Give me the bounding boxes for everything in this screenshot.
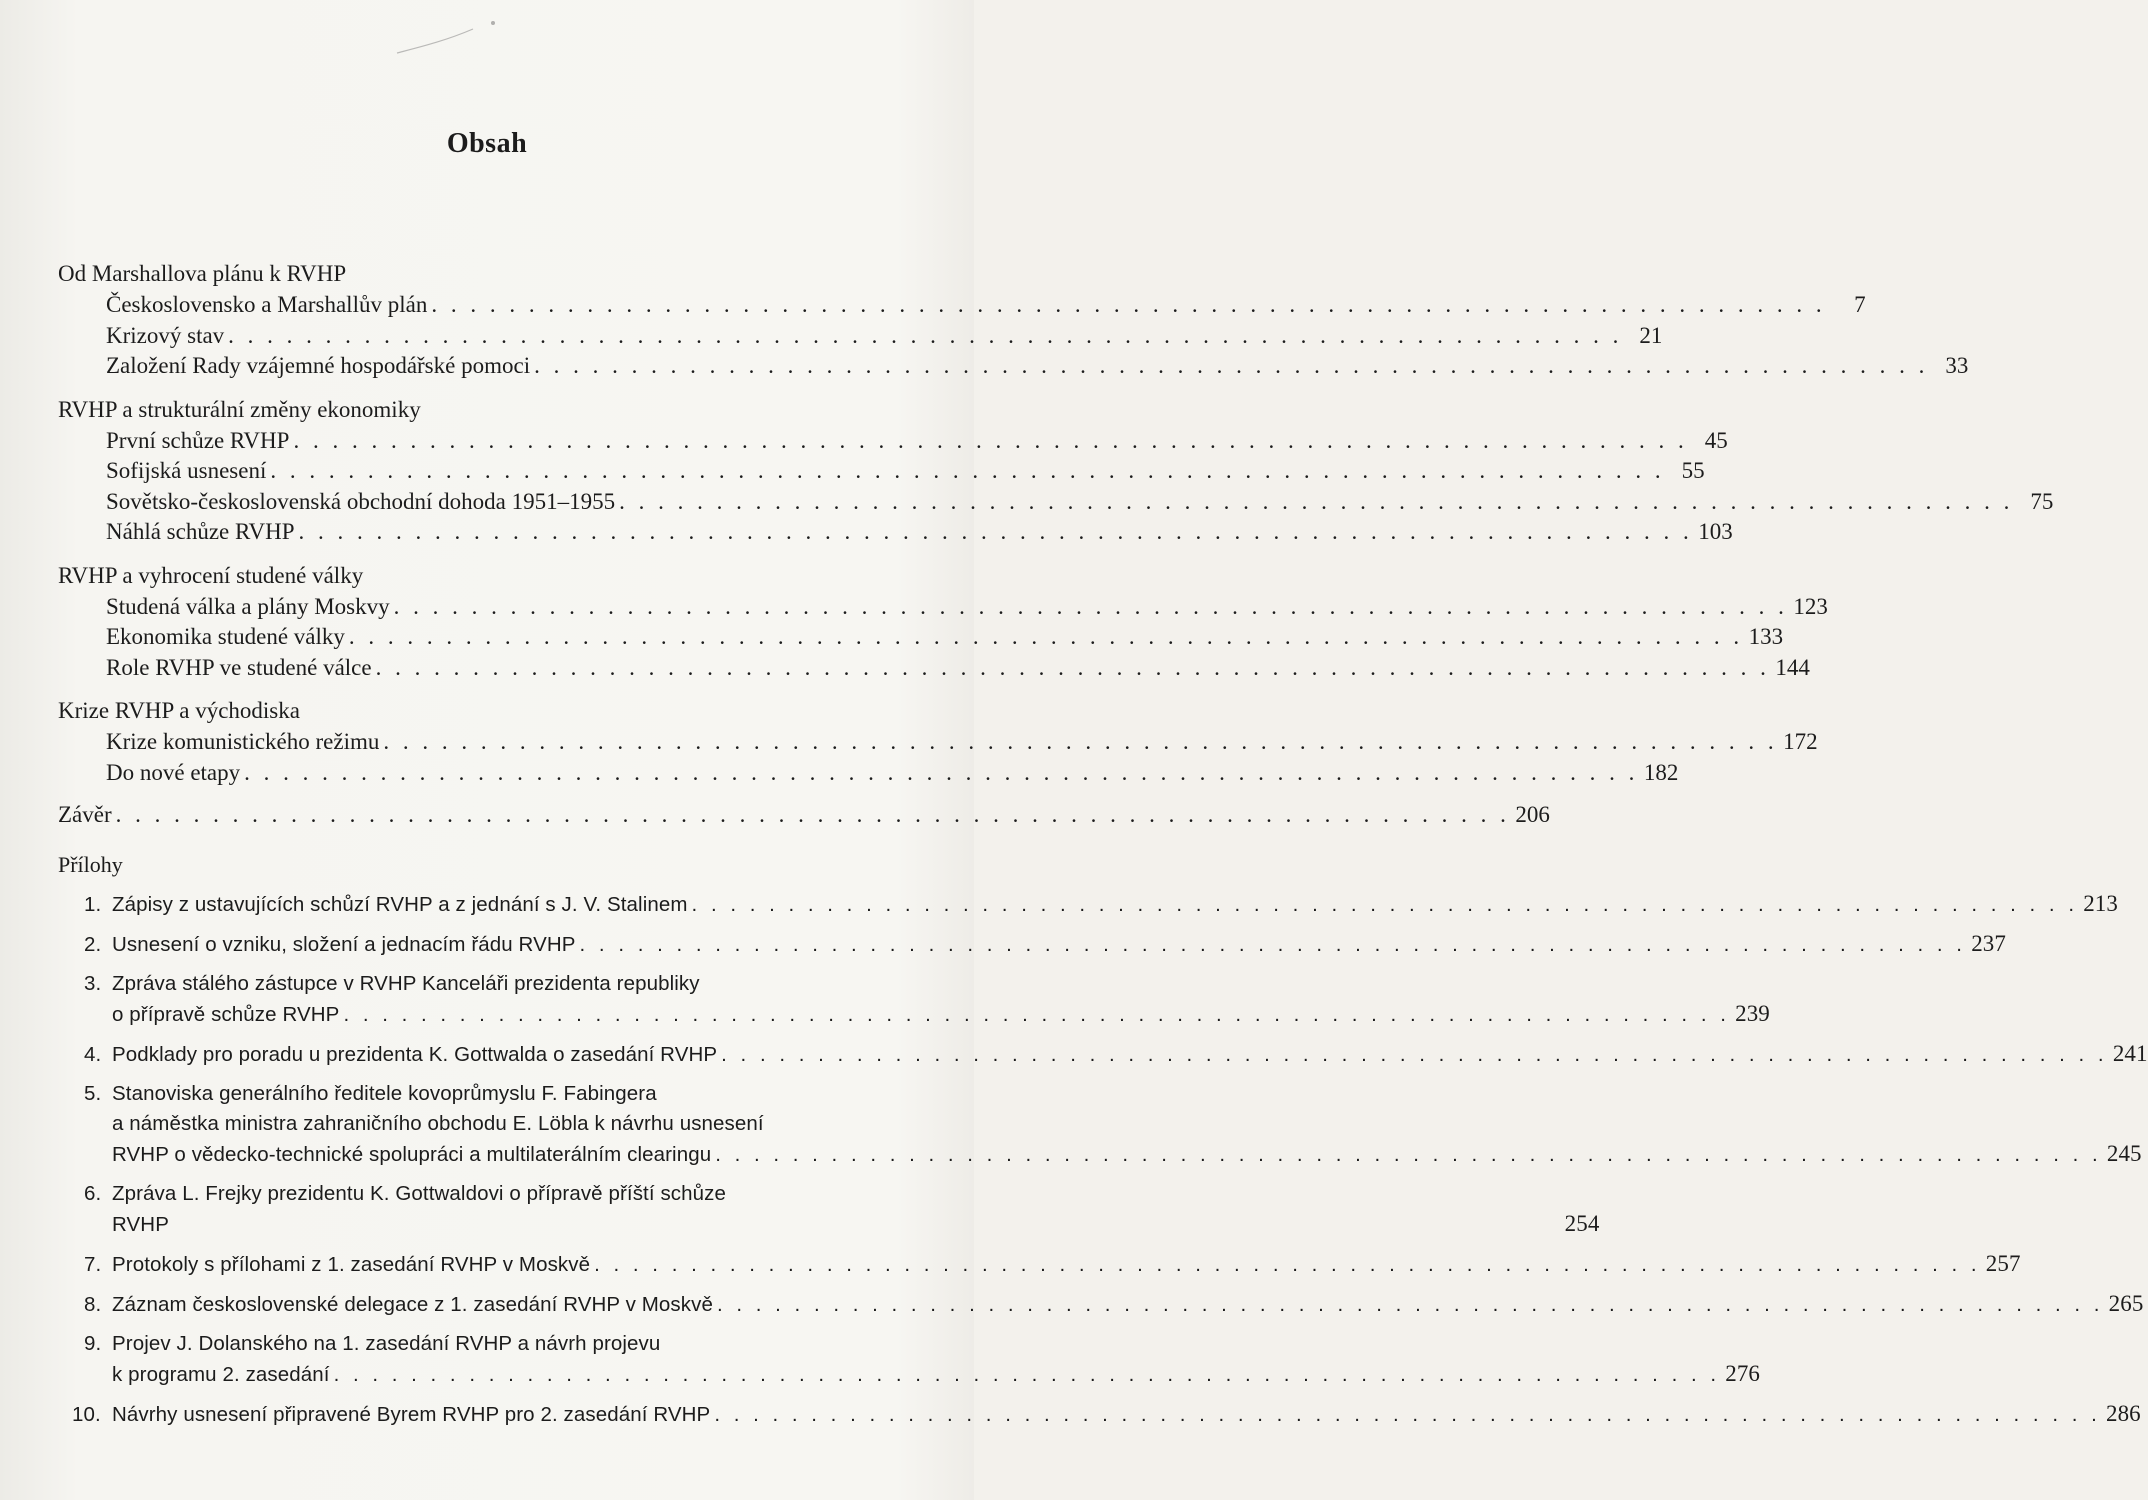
toc-entry[interactable]: Krizový stav . . . 21	[58, 321, 894, 352]
page-number: 241	[2112, 1041, 2148, 1066]
page-number: 45	[1704, 427, 1728, 453]
part-heading: Krize RVHP a východiska	[58, 698, 300, 723]
table-of-contents	[58, 258, 2148, 1430]
page-number: 21	[1639, 322, 1663, 348]
part-heading: RVHP a strukturální změny ekonomiky	[58, 396, 421, 422]
page-number: 276	[1725, 1361, 1761, 1386]
page-number: 123	[1793, 593, 1828, 619]
part-heading: Od Marshallova plánu k RVHP	[58, 261, 347, 286]
page-number: 103	[1698, 519, 1733, 544]
page-number: 245	[2106, 1141, 2142, 1166]
appendix-item[interactable]: 7. Protokoly s přílohami z 1. zasedání RVHP v Moskvě . . . 257	[58, 1249, 894, 1280]
appendix-item[interactable]: 10. Návrhy usnesení připravené Byrem RVHP pro 2. zasedání RVHP . . . 286	[58, 1399, 894, 1430]
part-heading: RVHP a vyhrocení studené války	[58, 562, 364, 588]
toc-entry[interactable]: Náhlá schůze RVHP . . . 103	[58, 517, 894, 548]
page-number: 33	[1945, 353, 1969, 378]
appendix-item[interactable]: 4. Podklady pro poradu u prezidenta K. Gottwalda o zasedání RVHP . . . 241	[58, 1039, 894, 1070]
appendix-item[interactable]: 3. Zpráva stálého zástupce v RVHP Kanceláři prezidenta republiky o přípravě schůze RVHP . . . 239	[58, 969, 894, 1030]
page-number: 286	[2105, 1401, 2141, 1426]
appendix-item[interactable]: 9. Projev J. Dolanského na 1. zasedání RVHP a návrh projevu k programu 2. zasedání . . . 276	[58, 1329, 894, 1390]
page-title: Obsah	[446, 128, 528, 159]
toc-entry[interactable]: První schůze RVHP . . . 45	[58, 426, 894, 457]
appendix-item[interactable]: 6. Zpráva L. Frejky prezidentu K. Gottwaldovi o přípravě příští schůze RVHP 254	[58, 1179, 894, 1240]
page-number: 7	[1854, 292, 1866, 317]
page-number: 239	[1735, 1001, 1770, 1026]
toc-entry-conclusion[interactable]: Závěr . . . 206	[58, 800, 894, 830]
page-number: 265	[2108, 1291, 2144, 1316]
appendix-item[interactable]: 8. Záznam československé delegace z 1. zasedání RVHP v Moskvě . . . 265	[58, 1289, 894, 1320]
page-number: 55	[1681, 458, 1705, 483]
page-number: 182	[1643, 759, 1679, 785]
toc-entry[interactable]: Sofijská usnesení . . . 55	[58, 456, 894, 487]
page-number: 206	[1515, 802, 1550, 827]
toc-entry[interactable]: Sovětsko-československá obchodní dohoda 1951–1955 . . . 75	[58, 487, 894, 518]
page-number: 213	[2083, 891, 2119, 916]
toc-entry[interactable]: Studená válka a plány Moskvy . . . 123	[58, 592, 894, 623]
page-number: 133	[1748, 624, 1784, 649]
page-number: 75	[2030, 488, 2054, 514]
toc-entry[interactable]: Založení Rady vzájemné hospodářské pomoci . . . 33	[58, 351, 894, 382]
toc-entry[interactable]: Krize komunistického režimu . . . 172	[58, 727, 894, 758]
toc-entry[interactable]: Ekonomika studené války . . . 133	[58, 622, 894, 653]
page-number: 172	[1783, 729, 1818, 754]
appendix-heading: Přílohy	[58, 852, 123, 877]
page-number: 257	[1985, 1251, 2021, 1276]
appendix-item[interactable]: 2. Usnesení o vzniku, složení a jednacím řádu RVHP . . . 237	[58, 929, 894, 960]
toc-entry[interactable]: Do nové etapy . . . 182	[58, 758, 894, 789]
toc-entry[interactable]: Československo a Marshallův plán . . . 7	[58, 290, 894, 321]
appendix-item[interactable]: 1. Zápisy z ustavujících schůzí RVHP a z jednání s J. V. Stalinem . . . 213	[58, 889, 894, 920]
page-number: 144	[1775, 654, 1810, 680]
appendix-item[interactable]: 5. Stanoviska generálního ředitele kovoprůmyslu F. Fabingera a náměstka ministra zahraničního obchodu E. Löbla k návrhu usnesení RVHP o vědecko-technické spolupráci a multilaterálním clearingu . . . 245	[58, 1079, 894, 1170]
page-number: 254	[1564, 1211, 1600, 1236]
pencil-mark	[395, 15, 515, 60]
toc-entry[interactable]: Role RVHP ve studené válce . . . 144	[58, 653, 894, 684]
page-number: 237	[1971, 931, 2006, 956]
